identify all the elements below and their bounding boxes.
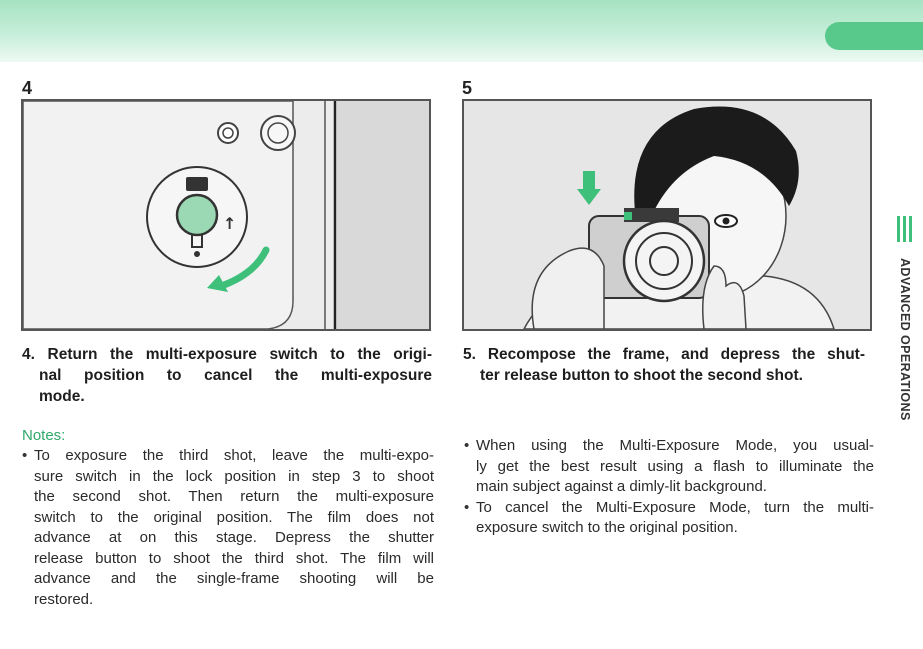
chapter-label-text: ADVANCED OPERATIONS xyxy=(898,258,912,421)
corner-tab xyxy=(825,22,923,50)
caption-step-4-line-1: Return the multi-exposure switch to the origi- xyxy=(47,346,432,363)
note-line: main subject against a dimly-lit background. xyxy=(476,478,767,495)
caption-step-5 xyxy=(463,344,865,386)
caption-step-4 xyxy=(22,344,432,407)
note-line: advance and the single-frame shooting will be xyxy=(34,570,434,587)
svg-text:↑: ↑ xyxy=(223,214,237,233)
bullet-icon: • xyxy=(464,498,470,516)
notes-title: Notes: xyxy=(22,427,66,444)
caption-step-5-line-1: Recompose the frame, and depress the shut- xyxy=(487,346,866,363)
photographer-icon xyxy=(464,101,870,329)
step-number-4: 4 xyxy=(22,78,33,98)
chapter-label xyxy=(895,258,915,421)
note-line: To exposure the third shot, leave the multi-expo- xyxy=(34,447,434,464)
note-line: sure switch in the lock position in step 3 to shoot xyxy=(34,467,434,485)
caption-step-4-line-2: nal position to cancel the multi-exposure xyxy=(39,367,432,384)
note-line: restored. xyxy=(34,590,94,608)
note-line: When using the Multi-Exposure Mode, you usual- xyxy=(476,437,874,454)
caption-step-4-number: 4. xyxy=(22,346,35,363)
figure-step-4 xyxy=(21,99,431,331)
note-line: ly get the best result using a flash to illuminate the xyxy=(476,457,874,475)
chapter-marker-icon xyxy=(897,216,913,242)
note-item xyxy=(464,436,874,498)
header-band xyxy=(0,0,923,62)
caption-step-4-line-3: mode. xyxy=(39,388,85,405)
caption-step-5-line-2: ter release button to shoot the second shot. xyxy=(480,367,803,384)
note-line: exposure switch to the original position. xyxy=(476,519,738,536)
notes-list-left xyxy=(22,446,434,610)
note-line: release button to shoot the third shot. The film will xyxy=(34,549,434,567)
note-item xyxy=(22,446,434,610)
bullet-icon: • xyxy=(22,447,28,464)
figure-step-5 xyxy=(462,99,872,331)
step-number-5: 5 xyxy=(462,78,473,98)
note-line: advance at on this stage. Depress the shutter xyxy=(34,529,434,546)
bullet-icon: • xyxy=(464,437,470,454)
caption-step-5-number: 5. xyxy=(463,346,476,363)
note-line: To cancel the Multi-Exposure Mode, turn the multi- xyxy=(476,498,874,516)
note-item xyxy=(464,498,874,539)
notes-list-right xyxy=(464,436,874,539)
note-line: the second shot. Then return the multi-exposure xyxy=(34,488,434,505)
switch-dial-icon xyxy=(23,101,429,329)
note-line: switch to the original position. The film does not xyxy=(34,508,434,526)
